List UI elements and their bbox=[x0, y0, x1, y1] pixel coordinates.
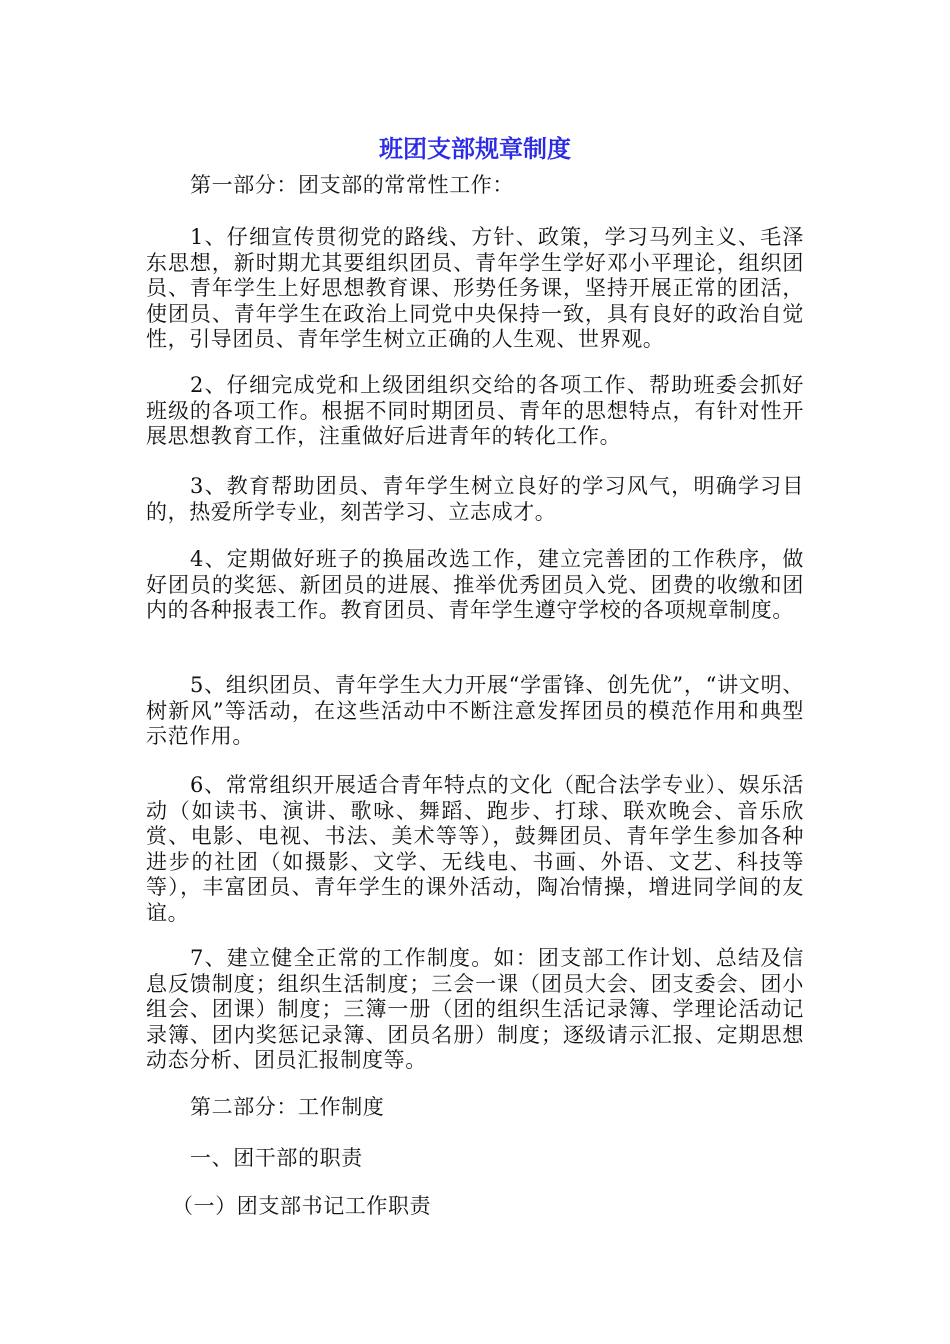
part2-heading: 第二部分：工作制度 bbox=[190, 1095, 385, 1119]
paragraph-5: 5、组织团员、青年学生大力开展“学雷锋、创先优”，“讲文明、树新风”等活动，在这些活动中不断注意发挥团员的模范作用和典型示范作用。 bbox=[146, 673, 804, 749]
section1-heading: 一、团干部的职责 bbox=[190, 1146, 363, 1170]
document-title: 班团支部规章制度 bbox=[379, 135, 571, 163]
paragraph-7: 7、建立健全正常的工作制度。如：团支部工作计划、总结及信息反馈制度；组织生活制度；三会一课（团员大会、团支委会、团小组会、团课）制度；三簿一册（团的组织生活记录簿、学理论活动记录簿、团内奖惩记录簿、团员名册）制度；逐级请示汇报、定期思想动态分析、团员汇报制度等。 bbox=[146, 946, 804, 1073]
paragraph-3: 3、教育帮助团员、青年学生树立良好的学习风气，明确学习目的，热爱所学专业，刻苦学习、立志成才。 bbox=[146, 474, 804, 524]
subsection1-heading: （一）团支部书记工作职责 bbox=[172, 1194, 432, 1218]
paragraph-2: 2、仔细完成党和上级团组织交给的各项工作、帮助班委会抓好班级的各项工作。根据不同时期团员、青年的思想特点，有针对性开展思想教育工作，注重做好后进青年的转化工作。 bbox=[146, 373, 804, 449]
paragraph-6: 6、常常组织开展适合青年特点的文化（配合法学专业）、娱乐活动（如读书、演讲、歌咏、舞蹈、跑步、打球、联欢晚会、音乐欣赏、电影、电视、书法、美术等等），鼓舞团员、青年学生参加各种进步的社团（如摄影、文学、无线电、书画、外语、文艺、科技等等），丰富团员、青年学生的课外活动，陶冶情操，增进同学间的友谊。 bbox=[146, 773, 804, 925]
paragraph-4: 4、定期做好班子的换届改选工作，建立完善团的工作秩序，做好团员的奖惩、新团员的进展、推举优秀团员入党、团费的收缴和团内的各种报表工作。教育团员、青年学生遵守学校的各项规章制度。 bbox=[146, 547, 804, 623]
paragraph-1: 1、仔细宣传贯彻党的路线、方针、政策，学习马列主义、毛泽东思想，新时期尤其要组织团员、青年学生学好邓小平理论，组织团员、青年学生上好思想教育课、形势任务课，坚持开展正常的团活，使团员、青年学生在政治上同党中央保持一致，具有良好的政治自觉性，引导团员、青年学生树立正确的人生观、世界观。 bbox=[146, 225, 804, 352]
part1-heading: 第一部分：团支部的常常性工作： bbox=[190, 173, 514, 197]
